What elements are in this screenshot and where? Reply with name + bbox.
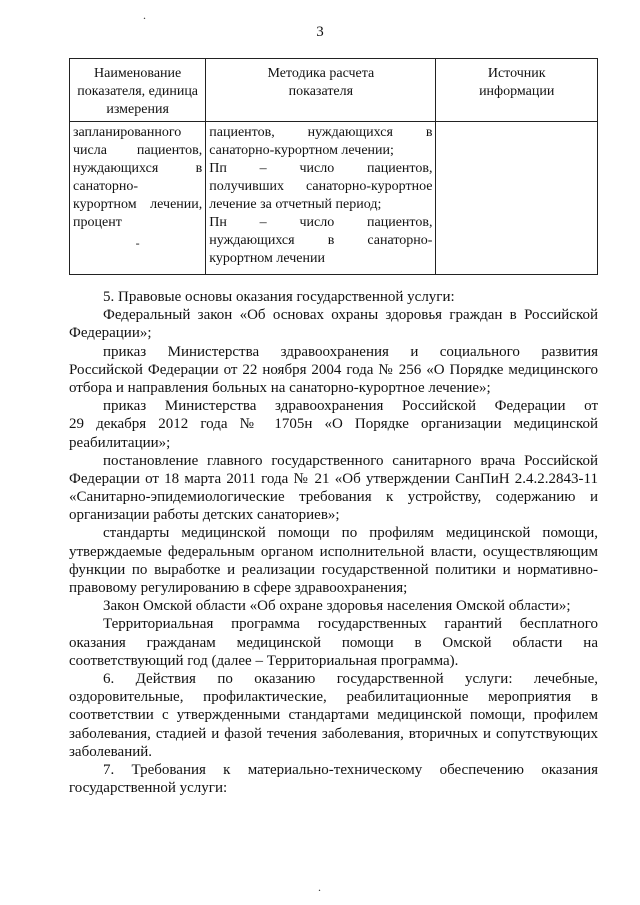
header-indicator-name bbox=[70, 59, 206, 122]
text-line: Федеральный закон «Об основах охраны здоровья граждан в Российской bbox=[103, 307, 598, 324]
text-line: государственной услуги: bbox=[69, 780, 228, 797]
cell-information-source bbox=[436, 122, 598, 275]
cell-line: пациентов, нуждающихся в bbox=[209, 125, 433, 140]
header-information-source bbox=[436, 59, 598, 122]
cell-line: процент bbox=[73, 215, 122, 230]
cell-mark: - bbox=[135, 236, 140, 250]
header-calculation-method bbox=[206, 59, 436, 122]
cell-calculation-method bbox=[206, 122, 436, 275]
text-line: Закон Омской области «Об охране здоровья населения Омской области»; bbox=[103, 598, 571, 615]
cell-line: запланированного bbox=[73, 125, 182, 140]
header-line: Методика расчета bbox=[267, 66, 375, 81]
text-line: отбора и направления больных на санаторно-курортное лечение»; bbox=[69, 379, 491, 396]
text-line: Территориальная программа государственных гарантий бесплатного bbox=[103, 616, 598, 633]
text-line: оздоровительные, профилактические, реабилитационные мероприятия в bbox=[69, 689, 598, 706]
text-line: Федерации»; bbox=[69, 325, 152, 342]
cell-line: лечение за отчетный период; bbox=[209, 197, 382, 212]
cell-line: нуждающихся в санаторно- bbox=[209, 233, 433, 248]
text-line: 7. Требования к материально-техническому обеспечению оказания bbox=[103, 761, 598, 778]
text-line: «Санитарно-эпидемиологические требования к устройству, содержанию и bbox=[69, 489, 598, 506]
scan-speck: . bbox=[143, 8, 146, 22]
header-line: Источник bbox=[487, 66, 546, 81]
text-line: 29 декабря 2012 года № 1705н «О Порядке организации медицинской bbox=[69, 416, 598, 433]
text-line: Российской Федерации от 22 ноября 2004 года № 256 «О Порядке медицинского bbox=[69, 361, 598, 378]
text-line: соответствии с утвержденными стандартами медицинской помощи, профилем bbox=[69, 707, 598, 724]
text-line: Федерации от 18 марта 2011 года № 21 «Об утверждении СанПиН 2.4.2.2843-11 bbox=[69, 470, 598, 487]
header-line: измерения bbox=[106, 102, 169, 117]
text-line: 6. Действия по оказанию государственной услуги: лечебные, bbox=[103, 670, 598, 687]
text-line: стандарты медицинской помощи по профилям медицинской помощи, bbox=[103, 525, 598, 542]
cell-line: курортном лечении bbox=[209, 251, 325, 266]
cell-line: получивших санаторно-курортное bbox=[209, 179, 433, 194]
header-line: Наименование bbox=[94, 66, 182, 81]
text-line: приказ Министерства здравоохранения и социального развития bbox=[103, 343, 598, 360]
cell-line: санаторно-курортном лечении; bbox=[209, 143, 394, 158]
text-line: заболевания, стадией и фазой течения заболевания, вторичных и сопутствующих bbox=[69, 725, 598, 742]
table-header-row bbox=[70, 59, 598, 122]
cell-line: числа пациентов, bbox=[73, 143, 203, 158]
text-line: правовому регулированию в сфере здравоохранения; bbox=[69, 580, 408, 596]
header-line: показателя bbox=[288, 84, 354, 99]
text-line: организации работы детских санаториев»; bbox=[69, 507, 340, 524]
cell-line: курортном лечении, bbox=[73, 197, 203, 212]
text-line: реабилитации»; bbox=[69, 434, 171, 451]
cell-line: Пп – число пациентов, bbox=[209, 161, 433, 176]
header-line: информации bbox=[479, 84, 555, 99]
page-number: 3 bbox=[316, 24, 324, 40]
text-line: утверждаемые федеральным органом исполнительной власти, осуществляющим bbox=[69, 543, 598, 560]
text-line: заболеваний. bbox=[69, 743, 153, 760]
cell-indicator-name bbox=[70, 122, 206, 275]
cell-line: санаторно- bbox=[73, 179, 139, 194]
header-line: показателя, единица bbox=[77, 84, 199, 99]
cell-line: нуждающихся в bbox=[73, 161, 203, 176]
indicators-table bbox=[69, 58, 598, 275]
text-line: оказания гражданам медицинской помощи в Омской области на bbox=[69, 634, 598, 651]
text-line: функции по выработке и реализации государственной политики и нормативно- bbox=[69, 561, 598, 578]
text-line: соответствующий год (далее – Территориальная программа). bbox=[69, 652, 459, 669]
table-row bbox=[70, 122, 598, 275]
text-line: 5. Правовые основы оказания государственной услуги: bbox=[103, 289, 455, 305]
body-text bbox=[69, 288, 598, 797]
scan-speck: . bbox=[318, 880, 321, 894]
text-line: постановление главного государственного санитарного врача Российской bbox=[103, 452, 598, 469]
text-line: приказ Министерства здравоохранения Российской Федерации от bbox=[103, 398, 598, 415]
cell-line: Пн – число пациентов, bbox=[209, 215, 433, 230]
